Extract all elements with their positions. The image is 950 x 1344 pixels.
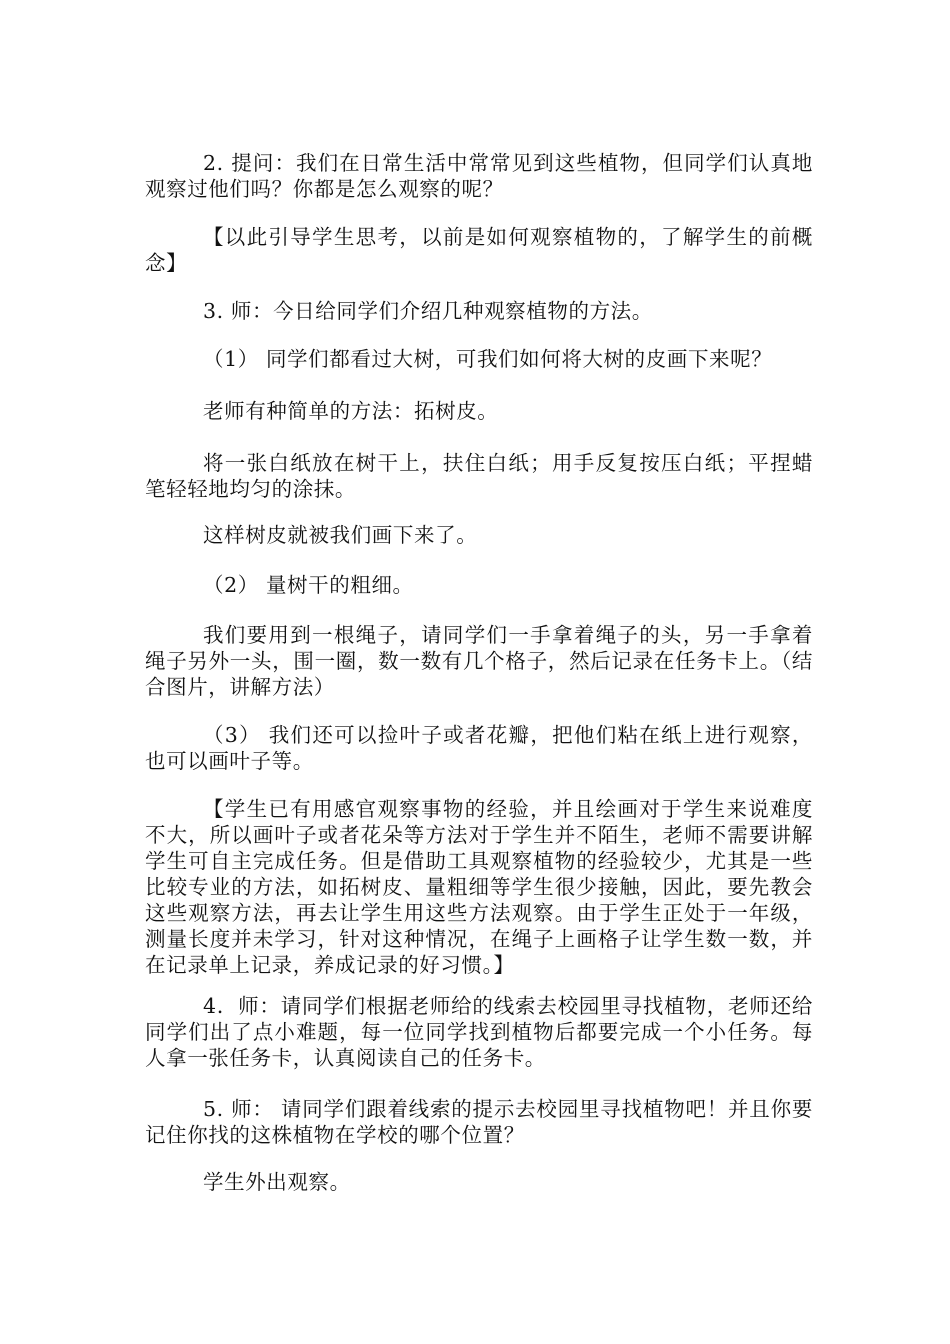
paragraph-rope-measure: 我们要用到一根绳子，请同学们一手拿着绳子的头，另一手拿着绳子另外一头，围一圈，数一数有几个格子，然后记录在任务卡上。（结合图片，讲解方法） (145, 623, 813, 699)
paragraph-step-1: （1） 同学们都看过大树，可我们如何将大树的皮画下来呢？ (203, 347, 773, 371)
paragraph-teacher-3: 3. 师：今日给同学们介绍几种观察植物的方法。 (203, 299, 653, 323)
paragraph-students-go-out: 学生外出观察。 (203, 1170, 351, 1194)
paragraph-bark-rubbing-method: 老师有种简单的方法：拓树皮。 (203, 399, 499, 423)
paragraph-bark-rubbing-steps: 将一张白纸放在树干上，扶住白纸；用手反复按压白纸；平捏蜡笔轻轻地均匀的涂抹。 (145, 451, 813, 501)
paragraph-note-preconception: 【以此引导学生思考，以前是如何观察植物的，了解学生的前概念】 (145, 225, 813, 275)
paragraph-question-2: 2. 提问：我们在日常生活中常常见到这些植物，但同学们认真地观察过他们吗？你都是怎么观察的呢？ (145, 151, 813, 201)
paragraph-bark-done: 这样树皮就被我们画下来了。 (203, 523, 478, 547)
paragraph-teacher-4: 4．师：请同学们根据老师给的线索去校园里寻找植物，老师还给同学们出了点小难题，每一位同学找到植物后都要完成一个小任务。每人拿一张任务卡，认真阅读自己的任务卡。 (145, 994, 813, 1070)
paragraph-note-rationale: 【学生已有用感官观察事物的经验，并且绘画对于学生来说难度不大，所以画叶子或者花朵等方法对于学生并不陌生，老师不需要讲解学生可自主完成任务。但是借助工具观察植物的经验较少，尤其是一些比较专业的方法，如拓树皮、量粗细等学生很少接触，因此，要先教会这些观察方法，再去让学生用这些方法观察。由于学生正处于一年级，测量长度并未学习，针对这种情况，在绳子上画格子让学生数一数，并在记录单上记录，养成记录的好习惯。】 (145, 797, 813, 977)
paragraph-step-3: （3） 我们还可以捡叶子或者花瓣，把他们粘在纸上进行观察，也可以画叶子等。 (145, 723, 813, 773)
paragraph-step-2: （2） 量树干的粗细。 (203, 573, 414, 597)
paragraph-teacher-5: 5. 师： 请同学们跟着线索的提示去校园里寻找植物吧！并且你要记住你找的这株植物在学校的哪个位置？ (145, 1097, 813, 1147)
